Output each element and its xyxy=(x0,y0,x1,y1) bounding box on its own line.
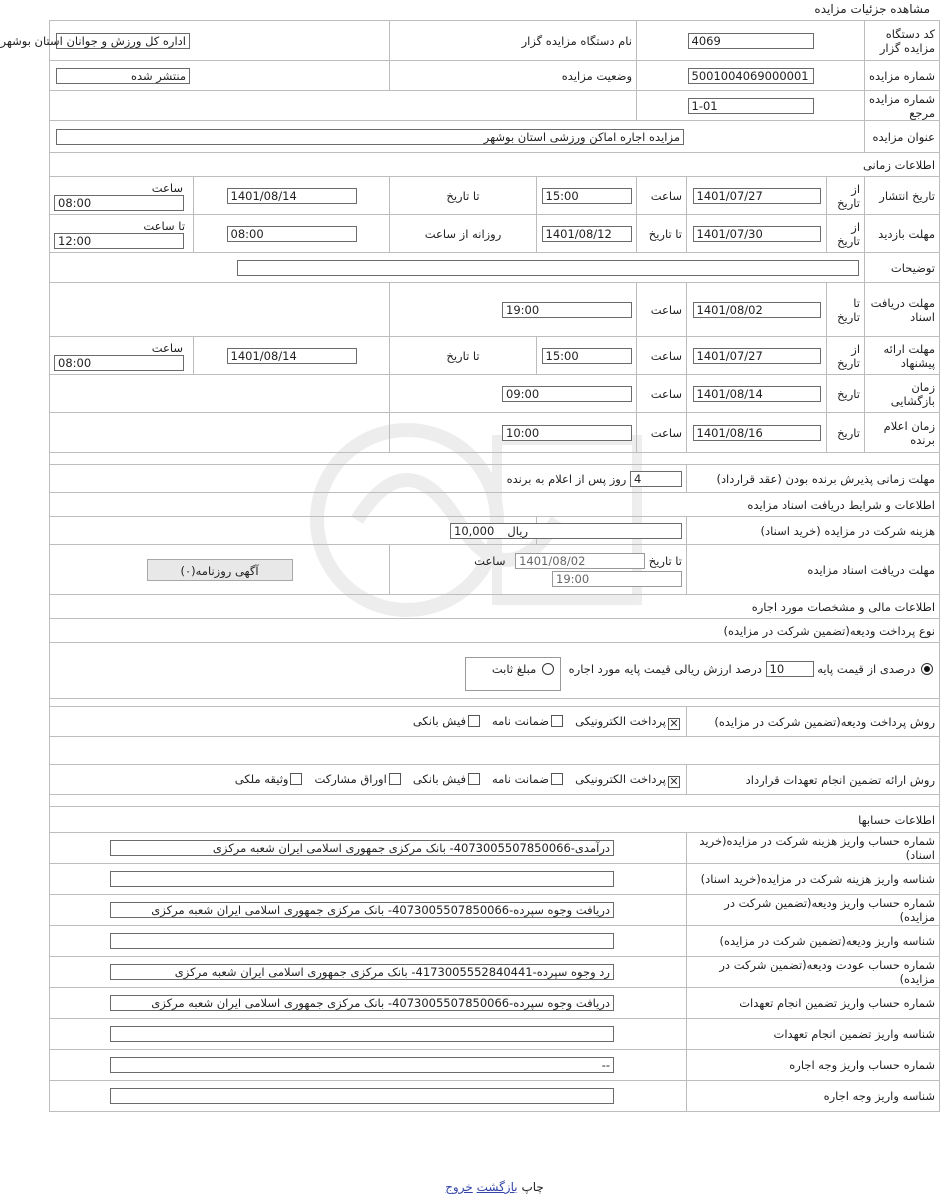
account-row xyxy=(50,926,940,957)
account-row xyxy=(50,895,940,926)
account-label: شماره حساب واریز وجه اجاره xyxy=(687,1050,940,1081)
opening-time: 09:00 xyxy=(502,386,632,402)
deposit-method-checkbox[interactable] xyxy=(551,715,563,727)
receive-docs-label: مهلت دریافت اسناد xyxy=(865,283,940,337)
publish-from-time: 15:00 xyxy=(542,188,632,204)
deposit-method-option[interactable] xyxy=(413,714,482,728)
deposit-method-option-label: ضمانت نامه xyxy=(491,713,550,728)
opening-date-label: تاریخ xyxy=(827,375,865,413)
receive-docs-time: 19:00 xyxy=(502,302,632,318)
back-link[interactable]: بازگشت xyxy=(476,1180,518,1194)
publish-to-time-label: ساعت xyxy=(151,180,184,195)
notes-field xyxy=(237,260,859,276)
publish-from-date: 1401/07/27 xyxy=(693,188,821,204)
guarantee-method-label: روش ارائه تضمین انجام تعهدات قرارداد xyxy=(687,765,940,795)
publish-to-date: 1401/08/14 xyxy=(227,188,357,204)
publish-from-label: از تاریخ xyxy=(827,177,865,215)
publish-label: تاریخ انتشار xyxy=(865,177,940,215)
guarantee-method-option-label: فیش بانکی xyxy=(412,771,466,786)
receive-date: 1401/08/02 xyxy=(515,553,645,569)
fixed-option-label: مبلغ ثابت xyxy=(491,661,537,676)
visit-label: مهلت بازدید xyxy=(865,215,940,253)
winner-date-label: تاریخ xyxy=(827,413,865,453)
account-value-field xyxy=(110,1088,614,1104)
account-label: شناسه واریز ودیعه(تضمین شرکت در مزایده) xyxy=(687,926,940,957)
visit-to-date: 1401/08/12 xyxy=(542,226,632,242)
ref-no-label: شماره مزایده مرجع xyxy=(865,91,940,121)
visit-from-date: 1401/07/30 xyxy=(693,226,821,242)
publish-to-label: تا تاریخ xyxy=(390,177,537,215)
org-name-label: نام دستگاه مزایده گزار xyxy=(390,21,637,61)
visit-until-label: تا ساعت xyxy=(143,218,186,233)
newspaper-ads-button[interactable]: آگهی روزنامه(۰) xyxy=(147,559,293,581)
offer-to-time-label: ساعت xyxy=(151,340,184,355)
deposit-method-option-label: پرداخت الکترونیکی xyxy=(575,713,667,728)
account-value-field: درآمدی-4073005507850066- بانک مرکزی جمهوری اسلامی ایران شعبه مرکزی xyxy=(110,840,614,856)
offer-time-label: ساعت xyxy=(637,337,687,375)
deposit-method-option[interactable] xyxy=(575,714,682,728)
receive-label: مهلت دریافت اسناد مزایده xyxy=(687,545,940,595)
exit-link[interactable]: خروج xyxy=(445,1180,473,1194)
receive-to-label: تا تاریخ xyxy=(648,554,683,568)
receive-docs-to-label: تا تاریخ xyxy=(827,283,865,337)
auction-details-table xyxy=(0,20,940,1112)
fee-currency: ریال xyxy=(507,523,529,538)
visit-from-label: از تاریخ xyxy=(827,215,865,253)
guarantee-method-option-label: وثیقه ملکی xyxy=(234,771,289,786)
org-name-field: اداره کل ورزش و جوانان استان بوشهر xyxy=(56,33,190,49)
guarantee-method-checkbox[interactable] xyxy=(389,773,401,785)
deposit-methods xyxy=(50,707,687,737)
title-field: مزایده اجاره اماکن ورزشی استان بوشهر xyxy=(56,129,684,145)
percent-option-label: درصدی از قیمت پایه xyxy=(817,661,916,676)
org-code-field: 4069 xyxy=(688,33,814,49)
account-row xyxy=(50,957,940,988)
ref-no-field: 1-01 xyxy=(688,98,814,114)
account-label: شماره حساب عودت ودیعه(تضمین شرکت در مزایده) xyxy=(687,957,940,988)
receive-docs-time-label: ساعت xyxy=(637,283,687,337)
auction-no-field: 5001004069000001 xyxy=(688,68,814,84)
opening-label: زمان بازگشایی xyxy=(865,375,940,413)
account-row xyxy=(50,833,940,864)
page-title: مشاهده جزئیات مزایده xyxy=(814,2,930,16)
account-label: شناسه واریز هزینه شرکت در مزایده(خرید اسناد) xyxy=(687,864,940,895)
account-value-field xyxy=(110,871,614,887)
offer-to-date: 1401/08/14 xyxy=(227,348,357,364)
deposit-type-label: نوع پرداخت ودیعه(تضمین شرکت در مزایده) xyxy=(50,619,940,643)
deposit-method-option[interactable] xyxy=(492,714,565,728)
visit-daily-to: 12:00 xyxy=(54,233,184,249)
opening-date: 1401/08/14 xyxy=(693,386,821,402)
status-label: وضعیت مزایده xyxy=(390,61,637,91)
deposit-method-checkbox[interactable] xyxy=(468,715,480,727)
account-label: شناسه واریز وجه اجاره xyxy=(687,1081,940,1112)
deposit-method-checkbox[interactable]: ✕ xyxy=(669,716,679,730)
account-row xyxy=(50,864,940,895)
fee-label: هزینه شرکت در مزایده (خرید اسناد) xyxy=(687,517,940,545)
offer-from-time: 15:00 xyxy=(542,348,632,364)
winner-time-label: ساعت xyxy=(637,413,687,453)
account-row xyxy=(50,988,940,1019)
financial-section-header: اطلاعات مالی و مشخصات مورد اجاره xyxy=(50,595,940,619)
guarantee-method-option-label: پرداخت الکترونیکی xyxy=(575,771,667,786)
visit-daily-from: 08:00 xyxy=(227,226,357,242)
print-link[interactable]: چاپ xyxy=(521,1180,544,1194)
account-value-field: رد وجوه سپرده-4173005552840441- بانک مرکزی جمهوری اسلامی ایران شعبه مرکزی xyxy=(110,964,614,980)
offer-from-label: از تاریخ xyxy=(827,337,865,375)
guarantee-method-checkbox[interactable] xyxy=(290,773,302,785)
account-value-field: -- xyxy=(110,1057,614,1073)
offer-to-label: تا تاریخ xyxy=(390,337,537,375)
guarantee-method-option-label: اوراق مشارکت xyxy=(314,771,387,786)
account-row xyxy=(50,1081,940,1112)
timing-section-header: اطلاعات زمانی xyxy=(50,153,940,177)
docs-section-header: اطلاعات و شرایط دریافت اسناد مزایده xyxy=(50,493,940,517)
auction-no-label: شماره مزایده xyxy=(865,61,940,91)
deposit-method-option-label: فیش بانکی xyxy=(412,713,466,728)
status-field: منتشر شده xyxy=(56,68,190,84)
percent-option-suffix: درصد ارزش ریالی قیمت پایه مورد اجاره xyxy=(568,661,762,676)
account-value-field: دریافت وجوه سپرده-4073005507850066- بانک مرکزی جمهوری اسلامی ایران شعبه مرکزی xyxy=(110,995,614,1011)
guarantee-method-option[interactable] xyxy=(235,772,305,786)
deposit-method-label: روش پرداخت ودیعه(تضمین شرکت در مزایده) xyxy=(687,707,940,737)
account-row xyxy=(50,1050,940,1081)
account-value-field xyxy=(110,933,614,949)
winner-time: 10:00 xyxy=(502,425,632,441)
offer-to-time: 08:00 xyxy=(54,355,184,371)
guarantee-method-option[interactable] xyxy=(413,772,482,786)
account-label: شماره حساب واریز تضمین انجام تعهدات xyxy=(687,988,940,1019)
winner-label: زمان اعلام برنده xyxy=(865,413,940,453)
guarantee-method-option[interactable] xyxy=(314,772,402,786)
visit-to-label: تا تاریخ xyxy=(637,215,687,253)
visit-daily-label: روزانه از ساعت xyxy=(390,215,537,253)
fixed-radio[interactable] xyxy=(542,663,554,675)
guarantee-method-option-label: ضمانت نامه xyxy=(491,771,550,786)
guarantee-method-checkbox[interactable]: ✕ xyxy=(669,774,679,788)
guarantee-method-option[interactable] xyxy=(575,772,682,786)
title-label: عنوان مزایده xyxy=(865,121,940,153)
receive-time: 19:00 xyxy=(552,571,682,587)
accounts-section-header: اطلاعات حسابها xyxy=(50,807,940,833)
acceptance-label: مهلت زمانی پذیرش برنده بودن (عقد قرارداد) xyxy=(687,465,940,493)
offer-label: مهلت ارائه پیشنهاد xyxy=(865,337,940,375)
account-label: شماره حساب واریز ودیعه(تضمین شرکت در مزایده) xyxy=(687,895,940,926)
account-label: شناسه واریز تضمین انجام تعهدات xyxy=(687,1019,940,1050)
guarantee-methods xyxy=(50,765,687,795)
account-value-field xyxy=(110,1026,614,1042)
winner-date: 1401/08/16 xyxy=(693,425,821,441)
account-label: شماره حساب واریز هزینه شرکت در مزایده(خرید اسناد) xyxy=(687,833,940,864)
guarantee-method-option[interactable] xyxy=(492,772,565,786)
publish-to-time: 08:00 xyxy=(54,195,184,211)
acceptance-suffix: روز پس از اعلام به برنده xyxy=(506,471,627,486)
acceptance-days: 4 xyxy=(630,471,682,487)
percent-field: 10 xyxy=(766,661,814,677)
receive-time-label: ساعت xyxy=(474,554,506,568)
fee-field: 10,000 xyxy=(450,523,682,539)
org-code-label: کد دستگاه مزایده گزار xyxy=(865,21,940,61)
offer-from-date: 1401/07/27 xyxy=(693,348,821,364)
guarantee-method-checkbox[interactable] xyxy=(468,773,480,785)
publish-time-label: ساعت xyxy=(637,177,687,215)
account-row xyxy=(50,1019,940,1050)
receive-docs-date: 1401/08/02 xyxy=(693,302,821,318)
guarantee-method-checkbox[interactable] xyxy=(551,773,563,785)
account-value-field: دریافت وجوه سپرده-4073005507850066- بانک مرکزی جمهوری اسلامی ایران شعبه مرکزی xyxy=(110,902,614,918)
notes-label: توضیحات xyxy=(865,253,940,283)
opening-time-label: ساعت xyxy=(637,375,687,413)
footer-links xyxy=(47,1180,942,1194)
percent-radio[interactable] xyxy=(921,663,933,675)
